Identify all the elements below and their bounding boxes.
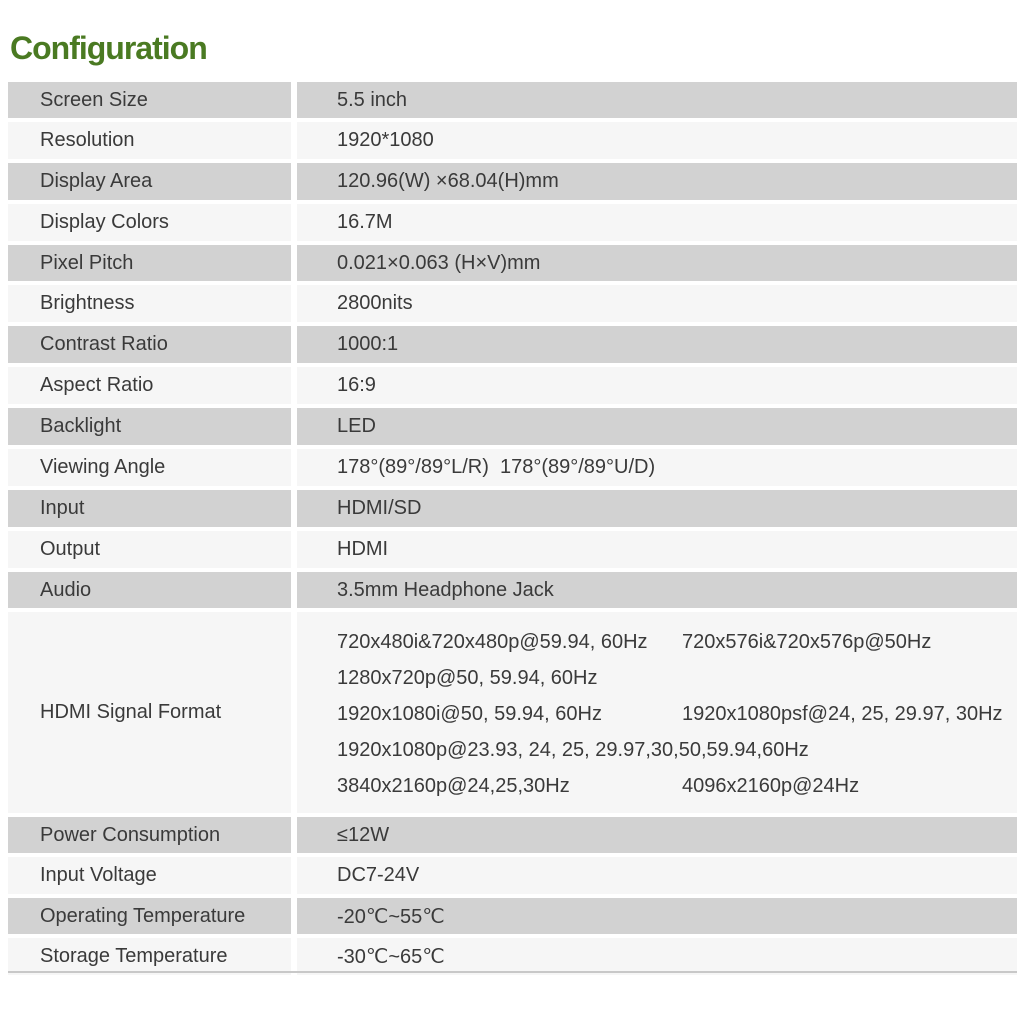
spec-label: Operating Temperature [8, 898, 291, 934]
spec-value: HDMI [297, 531, 1017, 568]
spec-label: Display Area [8, 163, 291, 200]
spec-row-output [8, 531, 1017, 568]
spec-row-pixel-pitch [8, 245, 1017, 281]
spec-row-power-consumption [8, 817, 1017, 853]
spec-value-hdmi-formats [297, 612, 1017, 813]
spec-row-display-area [8, 163, 1017, 200]
spec-value: 16.7M [297, 204, 1017, 241]
spec-row-audio [8, 572, 1017, 608]
spec-label: Viewing Angle [8, 449, 291, 486]
spec-label: Backlight [8, 408, 291, 445]
spec-value: 3.5mm Headphone Jack [297, 572, 1017, 608]
spec-value: 2800nits [297, 285, 1017, 322]
hdmi-format: 1920x1080p@23.93, 24, 25, 29.97,30,50,59.94,60Hz [337, 738, 809, 761]
page-title: Configuration [10, 30, 207, 66]
spec-label: Input [8, 490, 291, 527]
hdmi-format: 720x576i&720x576p@50Hz [682, 630, 932, 653]
spec-label: Contrast Ratio [8, 326, 291, 363]
spec-label: Pixel Pitch [8, 245, 291, 281]
spec-row-input-voltage [8, 857, 1017, 894]
spec-row-hdmi-signal-format [8, 612, 1017, 813]
spec-row-brightness [8, 285, 1017, 322]
spec-row-input [8, 490, 1017, 527]
spec-row-contrast-ratio [8, 326, 1017, 363]
hdmi-format-line [337, 732, 1017, 768]
spec-label: Aspect Ratio [8, 367, 291, 404]
spec-row-display-colors [8, 204, 1017, 241]
spec-value: 120.96(W) ×68.04(H)mm [297, 163, 1017, 200]
hdmi-format: 720x480i&720x480p@59.94, 60Hz [337, 630, 648, 653]
hdmi-format-line [337, 768, 1017, 804]
spec-value: HDMI/SD [297, 490, 1017, 527]
spec-label: Power Consumption [8, 817, 291, 853]
spec-value: LED [297, 408, 1017, 445]
spec-row-operating-temperature [8, 898, 1017, 934]
spec-row-aspect-ratio [8, 367, 1017, 404]
hdmi-format: 1920x1080i@50, 59.94, 60Hz [337, 702, 602, 725]
hdmi-format: 1280x720p@50, 59.94, 60Hz [337, 666, 598, 689]
hdmi-format: 4096x2160p@24Hz [682, 774, 860, 797]
hdmi-format: 1920x1080psf@24, 25, 29.97, 30Hz [682, 702, 1003, 725]
hdmi-format-line [337, 624, 1017, 660]
spec-table [8, 82, 1017, 979]
spec-label: Display Colors [8, 204, 291, 241]
spec-value: 5.5 inch [297, 82, 1017, 118]
spec-value: 1920*1080 [297, 122, 1017, 159]
spec-value: -30℃~65℃ [297, 938, 1017, 975]
spec-label: HDMI Signal Format [8, 612, 291, 813]
spec-label: Input Voltage [8, 857, 291, 894]
spec-value: 0.021×0.063 (H×V)mm [297, 245, 1017, 281]
spec-label: Screen Size [8, 82, 291, 118]
spec-value: 1000:1 [297, 326, 1017, 363]
spec-row-screen-size [8, 82, 1017, 118]
spec-value: DC7-24V [297, 857, 1017, 894]
spec-label: Output [8, 531, 291, 568]
spec-value: 178°(89°/89°L/R) 178°(89°/89°U/D) [297, 449, 1017, 486]
hdmi-format-line [337, 696, 1017, 732]
spec-label: Storage Temperature [8, 938, 291, 975]
spec-row-resolution [8, 122, 1017, 159]
table-bottom-divider [8, 971, 1017, 973]
hdmi-format: 3840x2160p@24,25,30Hz [337, 774, 570, 797]
spec-value: -20℃~55℃ [297, 898, 1017, 934]
spec-row-viewing-angle [8, 449, 1017, 486]
spec-value: 16:9 [297, 367, 1017, 404]
spec-label: Brightness [8, 285, 291, 322]
spec-row-backlight [8, 408, 1017, 445]
spec-row-storage-temperature [8, 938, 1017, 975]
spec-label: Audio [8, 572, 291, 608]
spec-label: Resolution [8, 122, 291, 159]
hdmi-format-line [337, 660, 1017, 696]
spec-value: ≤12W [297, 817, 1017, 853]
